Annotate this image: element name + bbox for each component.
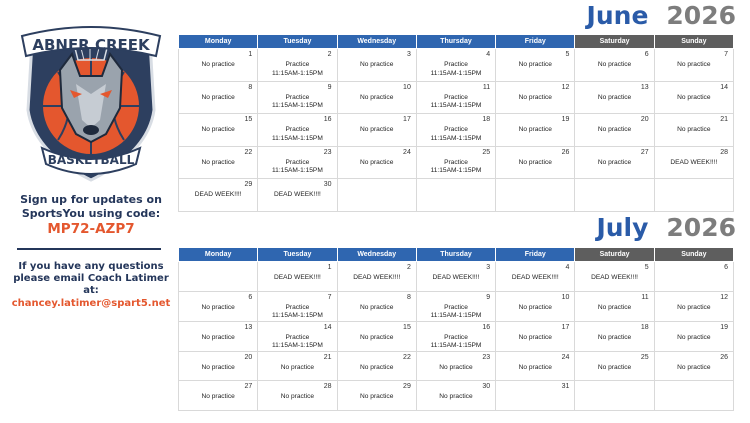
day-cell [337, 262, 416, 292]
abner-creek-basketball-logo [20, 24, 162, 184]
day-note: No practice [360, 158, 394, 166]
day-cell [496, 262, 575, 292]
day-number: 11 [641, 293, 649, 301]
day-cell [496, 381, 575, 411]
day-number: 6 [248, 293, 253, 301]
day-cell [496, 146, 575, 179]
day-number: 4 [565, 264, 570, 271]
weekday-header-saturday: Saturday [575, 35, 654, 49]
day-note: Practice 11:15AM-1:15PM [272, 61, 323, 77]
day-number: 26 [720, 353, 728, 361]
day-note: DEAD WEEK!!!! [353, 274, 401, 281]
weekday-header-sunday: Sunday [654, 248, 733, 262]
day-cell [179, 179, 258, 212]
day-note: DEAD WEEK!!!! [273, 191, 321, 198]
day-note: No practice [201, 303, 235, 311]
day-number: 7 [724, 51, 728, 58]
weekday-header-row [179, 248, 734, 262]
day-number: 19 [561, 116, 570, 123]
day-note: No practice [677, 126, 711, 133]
day-note [496, 179, 574, 191]
day-note: No practice [439, 393, 473, 400]
day-cell [337, 49, 416, 82]
day-cell [416, 351, 495, 381]
day-note: Practice 11:15AM-1:15PM [272, 158, 323, 174]
day-note: No practice [439, 363, 473, 371]
day-number: 4 [486, 51, 491, 58]
day-number: 17 [561, 323, 570, 331]
day-note [655, 262, 733, 274]
day-number: 5 [565, 51, 570, 58]
day-cell [496, 114, 575, 147]
day-number: 29 [403, 383, 411, 390]
day-cell [654, 146, 733, 179]
week-row [179, 81, 734, 114]
day-cell [179, 81, 258, 114]
weekday-header-monday: Monday [179, 248, 258, 262]
day-note [575, 179, 653, 191]
day-note: Practice 11:15AM-1:15PM [430, 333, 482, 349]
day-number: 22 [403, 353, 411, 361]
day-note: No practice [597, 303, 632, 311]
day-note: No practice [360, 363, 394, 371]
day-cell [179, 381, 258, 411]
day-cell [258, 321, 337, 351]
day-cell [496, 351, 575, 381]
day-cell [575, 262, 654, 292]
day-number: 23 [323, 148, 332, 156]
day-cell [337, 351, 416, 381]
day-cell [179, 114, 258, 147]
day-cell [496, 179, 575, 212]
week-row [179, 351, 734, 381]
day-cell [416, 321, 495, 351]
day-cell [416, 381, 495, 411]
day-cell [258, 381, 337, 411]
day-cell [654, 179, 733, 212]
day-cell [575, 291, 654, 321]
month-name: July [596, 213, 649, 242]
day-note: No practice [360, 61, 394, 68]
day-cell [337, 381, 416, 411]
day-note: No practice [597, 126, 632, 133]
day-note: No practice [201, 158, 235, 166]
day-number: 13 [244, 323, 253, 331]
week-row [179, 262, 734, 292]
day-cell [258, 114, 337, 147]
day-note: No practice [518, 303, 552, 311]
june-calendar [178, 34, 734, 212]
day-note [338, 179, 416, 191]
day-number: 22 [244, 148, 253, 156]
day-number: 28 [720, 148, 728, 156]
day-note: Practice 11:15AM-1:15PM [272, 303, 323, 319]
weekday-header-wednesday: Wednesday [337, 248, 416, 262]
day-cell [416, 81, 495, 114]
day-number: 6 [724, 264, 728, 271]
day-number: 24 [561, 353, 570, 361]
day-number: 1 [327, 264, 332, 271]
signup-instructions: Sign up for updates on SportsYou using code: [20, 193, 162, 220]
day-cell [654, 381, 733, 411]
contact-instructions: If you have any questions please email Coach Latimer at: [13, 261, 169, 296]
month-year: 2026 [666, 213, 736, 242]
day-note: No practice [280, 393, 315, 400]
week-row [179, 49, 734, 82]
day-number: 8 [406, 293, 411, 301]
day-number: 27 [640, 148, 649, 156]
day-note: No practice [518, 363, 552, 371]
day-note: No practice [518, 61, 552, 68]
day-number: 5 [644, 264, 649, 271]
day-cell [258, 179, 337, 212]
day-note: Practice 11:15AM-1:15PM [430, 158, 482, 174]
day-number: 25 [640, 353, 649, 361]
day-cell [575, 321, 654, 351]
day-cell [179, 321, 258, 351]
day-cell [416, 291, 495, 321]
day-note: No practice [360, 126, 394, 133]
day-cell [575, 146, 654, 179]
day-cell [654, 321, 733, 351]
day-note: No practice [360, 393, 394, 400]
weekday-header-saturday: Saturday [575, 248, 654, 262]
day-cell [179, 291, 258, 321]
day-number: 16 [482, 323, 491, 331]
day-number: 11 [482, 83, 491, 91]
logo-text-bottom: BASKETBALL [47, 153, 135, 167]
week-row [179, 381, 734, 411]
day-cell [654, 262, 733, 292]
day-note: Practice 11:15AM-1:15PM [430, 61, 482, 77]
day-number: 27 [244, 383, 253, 390]
sidebar-divider [17, 248, 161, 250]
day-cell [179, 49, 258, 82]
day-note [575, 381, 653, 393]
day-number: 23 [482, 353, 491, 361]
day-number: 18 [482, 116, 491, 123]
day-note: DEAD WEEK!!!! [511, 274, 559, 281]
day-cell [416, 146, 495, 179]
weekday-header-friday: Friday [496, 35, 575, 49]
day-number: 7 [327, 293, 332, 301]
day-number: 18 [640, 323, 649, 331]
day-note: No practice [677, 363, 711, 371]
day-cell [654, 114, 733, 147]
day-cell [337, 81, 416, 114]
day-note: DEAD WEEK!!!! [591, 274, 638, 281]
july-calendar [178, 247, 734, 411]
day-note: No practice [360, 93, 394, 101]
day-cell [337, 114, 416, 147]
day-number: 9 [327, 83, 332, 91]
day-note: No practice [677, 303, 711, 311]
day-number: 19 [720, 323, 728, 331]
day-cell [654, 291, 733, 321]
day-number: 12 [720, 293, 728, 301]
day-cell [258, 146, 337, 179]
day-note [417, 179, 495, 191]
day-cell [575, 81, 654, 114]
day-note: No practice [201, 333, 235, 341]
week-row [179, 291, 734, 321]
week-row [179, 114, 734, 147]
day-number: 10 [561, 293, 570, 301]
day-note: Practice 11:15AM-1:15PM [272, 126, 323, 142]
day-number: 31 [561, 383, 570, 390]
day-note: No practice [597, 363, 632, 371]
coach-email[interactable]: chancey.latimer@spart5.net [11, 298, 171, 309]
weekday-header-wednesday: Wednesday [337, 35, 416, 49]
day-cell [337, 291, 416, 321]
day-number: 2 [327, 51, 332, 58]
day-cell [337, 146, 416, 179]
day-number: 14 [720, 83, 728, 91]
day-note: DEAD WEEK!!!! [273, 274, 321, 281]
day-cell [258, 291, 337, 321]
day-cell [179, 262, 258, 292]
day-cell [258, 351, 337, 381]
weekday-header-tuesday: Tuesday [258, 35, 337, 49]
day-number: 15 [403, 323, 411, 331]
day-note [655, 179, 733, 191]
day-cell [179, 146, 258, 179]
day-note: No practice [677, 333, 711, 341]
weekday-header-sunday: Sunday [654, 35, 733, 49]
day-number: 20 [244, 353, 253, 361]
weekday-header-thursday: Thursday [416, 35, 495, 49]
day-number: 15 [244, 116, 253, 123]
weekday-header-tuesday: Tuesday [258, 248, 337, 262]
day-number: 3 [406, 51, 411, 58]
sportsyou-code: MP72-AZP7 [47, 221, 135, 237]
day-note: No practice [597, 333, 632, 341]
month-name: June [586, 1, 649, 30]
day-cell [654, 351, 733, 381]
day-note: No practice [201, 61, 235, 68]
week-row [179, 179, 734, 212]
weekday-header-row [179, 35, 734, 49]
day-number: 6 [644, 51, 649, 58]
day-number: 13 [640, 83, 649, 91]
day-cell [416, 262, 495, 292]
day-cell [654, 49, 733, 82]
day-number: 25 [482, 148, 491, 156]
day-cell [575, 49, 654, 82]
weekday-header-friday: Friday [496, 248, 575, 262]
day-number: 16 [323, 116, 332, 123]
day-number: 30 [482, 383, 491, 390]
day-number: 9 [486, 293, 491, 301]
month-year: 2026 [666, 1, 736, 30]
day-cell [575, 351, 654, 381]
day-note: Practice 11:15AM-1:15PM [430, 126, 482, 142]
day-number: 3 [486, 264, 491, 271]
day-note: No practice [201, 93, 235, 101]
week-row [179, 146, 734, 179]
day-note: No practice [677, 93, 711, 101]
day-number: 21 [720, 116, 728, 123]
day-note: No practice [360, 333, 394, 341]
day-note: Practice 11:15AM-1:15PM [430, 303, 482, 319]
day-cell [337, 321, 416, 351]
day-cell [496, 49, 575, 82]
day-number: 8 [248, 83, 253, 91]
day-cell [575, 381, 654, 411]
day-note: No practice [518, 126, 552, 133]
logo-text-top: ABNER CREEK [32, 36, 150, 54]
day-number: 2 [406, 264, 411, 271]
day-cell [575, 179, 654, 212]
day-note: No practice [201, 363, 235, 371]
day-number: 12 [561, 83, 570, 91]
day-number: 14 [323, 323, 332, 331]
day-number: 1 [248, 51, 253, 58]
day-note: DEAD WEEK!!!! [670, 158, 718, 166]
june-heading [587, 1, 736, 30]
day-cell [258, 81, 337, 114]
day-note: No practice [597, 61, 632, 68]
day-note [179, 262, 257, 274]
day-number: 26 [561, 148, 570, 156]
day-number: 20 [640, 116, 649, 123]
day-number: 21 [323, 353, 332, 361]
day-cell [416, 114, 495, 147]
day-note: No practice [597, 93, 632, 101]
weekday-header-monday: Monday [179, 35, 258, 49]
day-number: 24 [403, 148, 411, 156]
day-note: No practice [518, 333, 552, 341]
day-cell [179, 351, 258, 381]
day-cell [496, 321, 575, 351]
day-number: 29 [244, 181, 253, 188]
day-note: DEAD WEEK!!!! [432, 274, 480, 281]
day-number: 17 [403, 116, 411, 123]
day-note: Practice 11:15AM-1:15PM [272, 93, 323, 109]
day-note: Practice 11:15AM-1:15PM [430, 93, 482, 109]
day-note: No practice [280, 363, 315, 371]
day-cell [575, 114, 654, 147]
day-note: Practice 11:15AM-1:15PM [272, 333, 323, 349]
day-cell [337, 179, 416, 212]
day-note: No practice [677, 61, 711, 68]
day-number: 10 [403, 83, 411, 91]
day-note [655, 381, 733, 393]
day-note: No practice [518, 158, 552, 166]
day-cell [496, 81, 575, 114]
july-heading [596, 213, 736, 242]
day-note: No practice [360, 303, 394, 311]
day-cell [416, 179, 495, 212]
day-note: DEAD WEEK!!!! [194, 191, 242, 198]
day-number: 28 [323, 383, 332, 390]
day-note: No practice [597, 158, 632, 166]
day-note: No practice [201, 126, 235, 133]
weekday-header-thursday: Thursday [416, 248, 495, 262]
day-cell [654, 81, 733, 114]
day-number: 30 [323, 181, 332, 188]
week-row [179, 321, 734, 351]
day-note: No practice [201, 393, 235, 400]
day-cell [258, 49, 337, 82]
day-note: No practice [518, 93, 552, 101]
day-cell [496, 291, 575, 321]
day-cell [258, 262, 337, 292]
day-cell [416, 49, 495, 82]
